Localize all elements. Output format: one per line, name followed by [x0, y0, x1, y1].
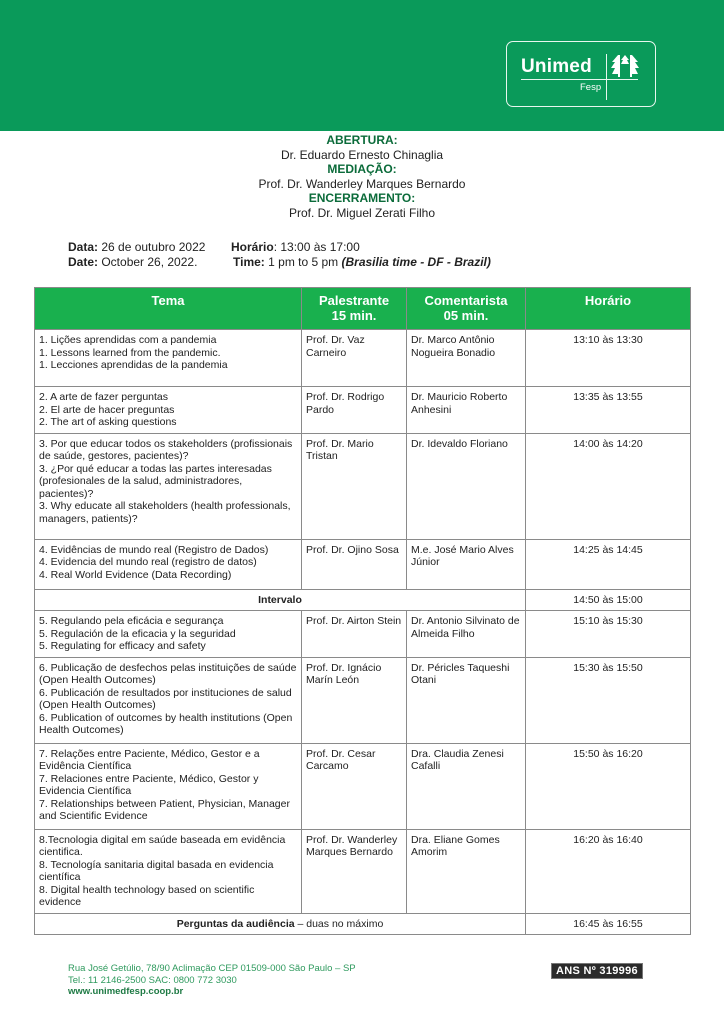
topic-line: 6. Publicación de resultados por instituciones de salud (Open Health Outcomes)	[39, 686, 292, 711]
topic-line: 3. Por que educar todos os stakeholders (profissionais de saúde, gestores, pacientes)?	[39, 437, 293, 462]
abertura-label: ABERTURA:	[326, 133, 398, 147]
commentator-cell: Dr. Idevaldo Floriano	[407, 433, 526, 539]
logo-divider	[521, 79, 638, 80]
questions-label: Perguntas da audiência – duas no máximo	[35, 913, 526, 935]
logo-subtitle: Fesp	[580, 82, 602, 93]
topic-line: 8. Tecnología sanitaria digital basada en evidencia científica	[39, 858, 274, 883]
mediacao-name: Prof. Dr. Wanderley Marques Bernardo	[258, 176, 466, 191]
footer-website-link[interactable]: www.unimedfesp.coop.br	[68, 986, 184, 997]
topic-line: 5. Regulando pela eficácia e segurança	[39, 615, 224, 627]
speaker-cell: Prof. Dr. Airton Stein	[302, 611, 407, 658]
time-zone: (Brasilia time - DF - Brazil)	[341, 255, 491, 269]
table-header-row	[35, 288, 691, 330]
topic-line: 2. The art of asking questions	[39, 416, 177, 428]
speaker-cell: Prof. Dr. Wanderley Marques Bernardo	[302, 829, 407, 913]
horario-value: : 13:00 às 17:00	[273, 240, 360, 254]
unimed-logo	[506, 41, 656, 107]
time-cell: 13:35 às 13:55	[526, 387, 691, 434]
encerramento-name: Prof. Dr. Miguel Zerati Filho	[288, 205, 436, 220]
footer-phones: Tel.: 11 2146-2500 SAC: 0800 772 3030	[68, 974, 237, 986]
logo-vertical-divider	[606, 54, 607, 100]
speaker-cell: Prof. Dr. Cesar Carcamo	[302, 743, 407, 829]
topic-line: 5. Regulación de la eficacia y la seguridad	[39, 627, 236, 640]
topic-line: 3. ¿Por qué educar a todas las partes interesadas (profesionales de la salud, administradores, pacientes)?	[39, 462, 272, 500]
topic-cell	[35, 657, 302, 743]
table-row	[35, 387, 691, 434]
data-label: Data:	[68, 240, 99, 254]
header-comentarista: Comentarista 05 min.	[407, 288, 526, 330]
table-row	[35, 829, 691, 913]
break-time: 14:50 às 15:00	[526, 589, 691, 611]
time-value: 1 pm to 5 pm	[264, 255, 342, 269]
topic-line: 7. Relações entre Paciente, Médico, Gestor e a Evidência Científica	[39, 747, 260, 772]
topic-line: 1. Lições aprendidas com a pandemia	[39, 334, 217, 346]
header-palestrante: Palestrante 15 min.	[302, 288, 407, 330]
table-row	[35, 330, 691, 387]
speaker-cell: Prof. Dr. Rodrigo Pardo	[302, 387, 407, 434]
topic-line: 8.Tecnologia digital em saúde baseada em evidência cientifica.	[39, 833, 286, 858]
topic-line: 2. El arte de hacer preguntas	[39, 403, 175, 416]
table-row	[35, 433, 691, 539]
topic-line: 1. Lessons learned from the pandemic.	[39, 346, 221, 359]
header-band	[0, 0, 724, 131]
topic-line: 1. Lecciones aprendidas de la pandemia	[39, 359, 228, 371]
topic-cell	[35, 539, 302, 589]
time-cell: 13:10 às 13:30	[526, 330, 691, 387]
time-label: Time:	[233, 255, 265, 269]
questions-row	[35, 913, 691, 935]
commentator-cell: Dra. Eliane Gomes Amorim	[407, 829, 526, 913]
time-cell: 16:20 às 16:40	[526, 829, 691, 913]
table-row	[35, 657, 691, 743]
encerramento-label: ENCERRAMENTO:	[308, 191, 416, 205]
header-tema: Tema	[35, 288, 302, 330]
speaker-cell: Prof. Dr. Ignácio Marín León	[302, 657, 407, 743]
time-cell: 15:10 às 15:30	[526, 611, 691, 658]
speaker-cell: Prof. Dr. Vaz Carneiro	[302, 330, 407, 387]
topic-line: 6. Publication of outcomes by health institutions (Open Health Outcomes)	[39, 711, 293, 736]
agenda-table	[34, 287, 691, 935]
break-row	[35, 589, 691, 611]
topic-cell	[35, 611, 302, 658]
topic-line: 8. Digital health technology based on scientific evidence	[39, 883, 255, 908]
header-horario: Horário	[526, 288, 691, 330]
topic-cell	[35, 743, 302, 829]
table-row	[35, 611, 691, 658]
ans-badge: ANS Nº 319996	[551, 963, 643, 979]
date-time-block	[68, 240, 491, 270]
topic-cell	[35, 387, 302, 434]
time-cell: 15:50 às 16:20	[526, 743, 691, 829]
horario-label: Horário	[231, 240, 274, 254]
date-label: Date:	[68, 255, 99, 269]
table-row	[35, 743, 691, 829]
time-cell: 14:00 às 14:20	[526, 433, 691, 539]
topic-line: 4. Evidências de mundo real (Registro de Dados)	[39, 543, 269, 556]
commentator-cell: Dr. Péricles Taqueshi Otani	[407, 657, 526, 743]
topic-line: 4. Evidencia del mundo real (registro de datos)	[39, 556, 257, 568]
topic-cell	[35, 330, 302, 387]
logo-wordmark: Unimed	[521, 56, 592, 77]
speaker-cell: Prof. Dr. Mario Tristan	[302, 433, 407, 539]
commentator-cell: Dr. Marco Antônio Nogueira Bonadio	[407, 330, 526, 387]
topic-line: 2. A arte de fazer perguntas	[39, 391, 169, 403]
topic-line: 7. Relaciones entre Paciente, Médico, Gestor y Evidencia Científica	[39, 772, 259, 797]
topic-line: 5. Regulating for efficacy and safety	[39, 640, 206, 652]
topic-cell	[35, 829, 302, 913]
break-label: Intervalo	[35, 589, 526, 611]
commentator-cell: Dr. Antonio Silvinato de Almeida Filho	[407, 611, 526, 658]
commentator-cell: M.e. José Mario Alves Júnior	[407, 539, 526, 589]
unimed-tree-icon	[611, 54, 639, 78]
footer-address	[68, 963, 356, 998]
abertura-name: Dr. Eduardo Ernesto Chinaglia	[280, 147, 444, 162]
date-value: October 26, 2022.	[98, 255, 198, 269]
topic-line: 4. Real World Evidence (Data Recording)	[39, 568, 232, 581]
topic-line: 7. Relationships between Patient, Physician, Manager and Scientific Evidence	[39, 797, 290, 822]
topic-line: 6. Publicação de desfechos pelas instituições de saúde (Open Health Outcomes)	[39, 661, 297, 686]
commentator-cell: Dra. Claudia Zenesi Cafalli	[407, 743, 526, 829]
topic-line: 3. Why educate all stakeholders (health professionals, managers, patients)?	[39, 500, 291, 525]
commentator-cell: Dr. Mauricio Roberto Anhesini	[407, 387, 526, 434]
speaker-cell: Prof. Dr. Ojino Sosa	[302, 539, 407, 589]
opening-block	[0, 133, 724, 220]
footer-street: Rua José Getúlio, 78/90 Aclimação CEP 01509-000 São Paulo – SP	[68, 963, 356, 974]
questions-time: 16:45 às 16:55	[526, 913, 691, 935]
data-value: 26 de outubro 2022	[98, 240, 206, 254]
table-row	[35, 539, 691, 589]
mediacao-label: MEDIAÇÃO:	[327, 162, 397, 176]
topic-cell	[35, 433, 302, 539]
time-cell: 15:30 às 15:50	[526, 657, 691, 743]
time-cell: 14:25 às 14:45	[526, 539, 691, 589]
